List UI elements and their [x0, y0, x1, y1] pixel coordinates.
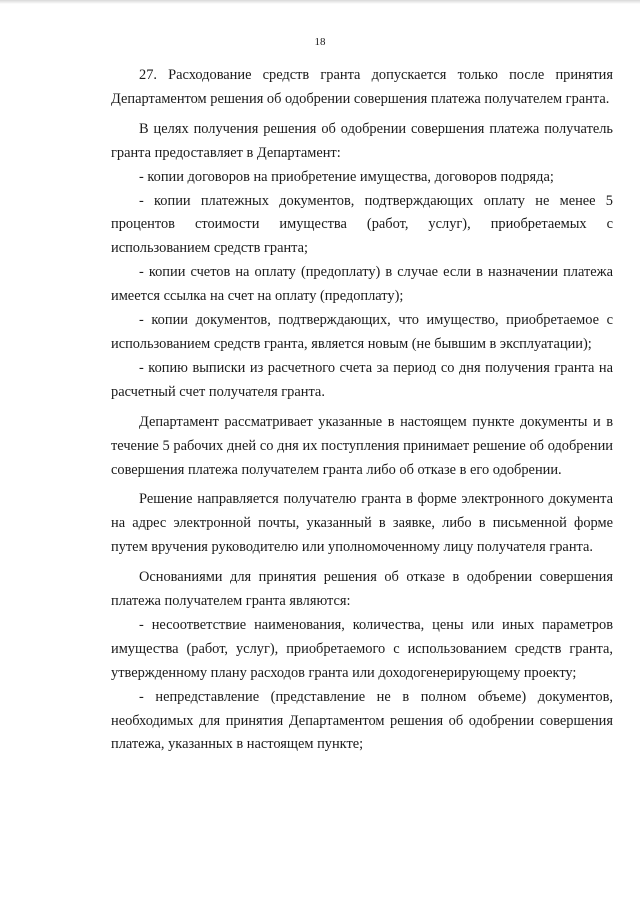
paragraph-review-term: Департамент рассматривает указанные в настоящем пункте документы и в течение 5 рабочих дней со дня их поступления принимает решение об одобрении совершения платежа получателем гранта либо об отказе в его одобрении.	[111, 413, 613, 478]
document-body	[111, 64, 613, 757]
paragraph-decision-delivery: Решение направляется получателю гранта в форме электронного документа на адрес электронной почты, указанный в заявке, либо в письменной форме путем вручения руководителю или уполномоченному лицу получателя гранта.	[111, 491, 613, 556]
scan-top-edge	[0, 0, 640, 4]
list-item-new-property-docs: - копии документов, подтверждающих, что имущество, приобретаемое с использованием средств гранта, является новым (не бывшим в эксплуатации);	[111, 312, 613, 352]
list-item-account-statement: - копию выписки из расчетного счета за период со дня получения гранта на расчетный счет получателя гранта.	[111, 359, 613, 400]
list-item-mismatch: - несоответствие наименования, количества, цены или иных параметров имущества (работ, услуг), приобретаемого с использованием средств гранта, утвержденному плану расходов гранта или доходогенерирующему проекту;	[111, 616, 613, 681]
paragraph-documents-intro: В целях получения решения об одобрении совершения платежа получатель гранта предоставляет в Департамент:	[111, 120, 613, 161]
paragraph-refusal-grounds: Основаниями для принятия решения об отказе в одобрении совершения платежа получателем гранта являются:	[111, 569, 613, 610]
list-item-missing-docs: - непредставление (представление не в полном объеме) документов, необходимых для принятия Департаментом решения об одобрении совершения платежа, указанных в настоящем пункте;	[111, 688, 613, 753]
list-item-invoices: - копии счетов на оплату (предоплату) в случае если в назначении платежа имеется ссылка на счет на оплату (предоплату);	[111, 264, 613, 305]
paragraph-item-27: 27. Расходование средств гранта допускается только после принятия Департаментом решения об одобрении совершения платежа получателем гранта.	[111, 67, 613, 107]
page-number: 18	[314, 36, 326, 48]
list-item-payment-docs: - копии платежных документов, подтверждающих оплату не менее 5 процентов стоимости имущества (работ, услуг), приобретаемых с использованием средств гранта;	[111, 192, 613, 257]
list-item-contracts: - копии договоров на приобретение имущества, договоров подряда;	[139, 168, 554, 185]
